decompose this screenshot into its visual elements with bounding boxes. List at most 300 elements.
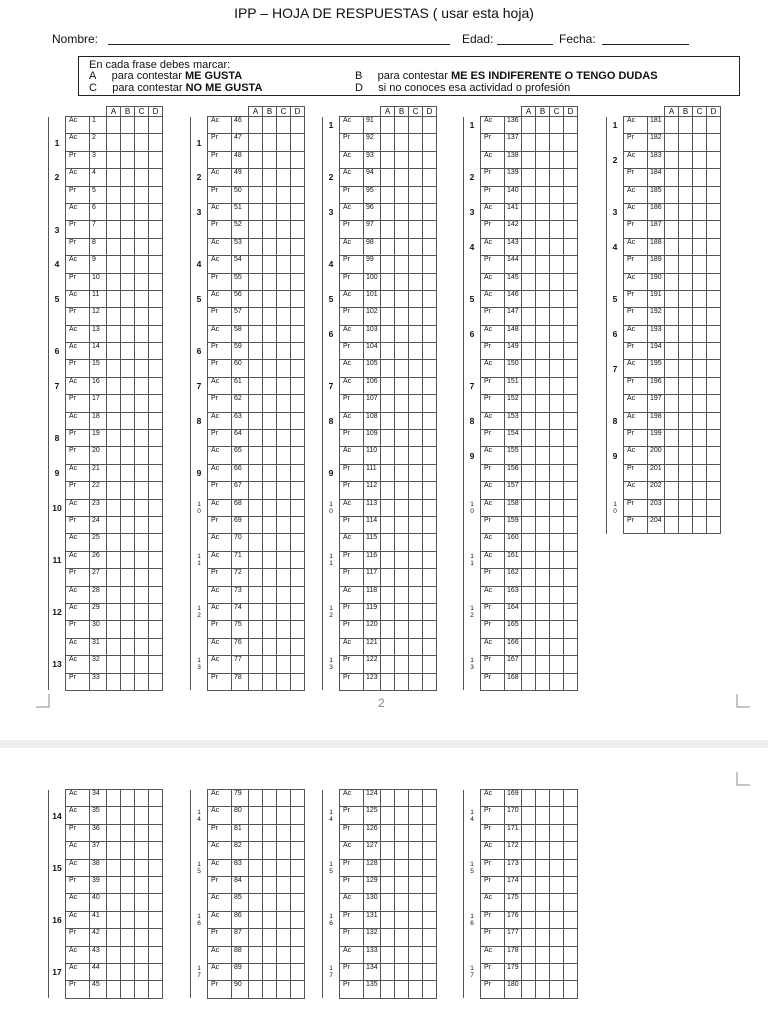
- answer-cell-a[interactable]: [249, 360, 263, 377]
- answer-cell-c[interactable]: [693, 186, 707, 203]
- answer-cell-c[interactable]: [409, 603, 423, 620]
- answer-cell-c[interactable]: [693, 151, 707, 168]
- answer-cell-a[interactable]: [381, 790, 395, 807]
- answer-cell-b[interactable]: [263, 360, 277, 377]
- answer-cell-c[interactable]: [550, 551, 564, 568]
- answer-cell-b[interactable]: [263, 551, 277, 568]
- answer-cell-d[interactable]: [291, 499, 305, 516]
- answer-cell-a[interactable]: [665, 516, 679, 533]
- answer-cell-a[interactable]: [522, 464, 536, 481]
- answer-cell-b[interactable]: [395, 963, 409, 980]
- answer-cell-b[interactable]: [263, 151, 277, 168]
- answer-cell-a[interactable]: [665, 134, 679, 151]
- answer-cell-c[interactable]: [135, 807, 149, 824]
- answer-cell-a[interactable]: [381, 981, 395, 998]
- answer-cell-b[interactable]: [121, 929, 135, 946]
- answer-cell-c[interactable]: [409, 325, 423, 342]
- answer-cell-d[interactable]: [423, 586, 437, 603]
- answer-cell-b[interactable]: [121, 551, 135, 568]
- answer-cell-a[interactable]: [665, 430, 679, 447]
- answer-cell-b[interactable]: [263, 238, 277, 255]
- answer-cell-c[interactable]: [693, 325, 707, 342]
- answer-cell-a[interactable]: [249, 981, 263, 998]
- answer-cell-b[interactable]: [263, 117, 277, 134]
- answer-cell-c[interactable]: [693, 134, 707, 151]
- answer-cell-c[interactable]: [550, 238, 564, 255]
- answer-cell-b[interactable]: [395, 238, 409, 255]
- answer-cell-b[interactable]: [121, 824, 135, 841]
- answer-cell-c[interactable]: [277, 134, 291, 151]
- answer-cell-d[interactable]: [291, 807, 305, 824]
- answer-cell-a[interactable]: [381, 395, 395, 412]
- answer-cell-c[interactable]: [277, 586, 291, 603]
- answer-cell-a[interactable]: [249, 963, 263, 980]
- answer-cell-b[interactable]: [263, 290, 277, 307]
- answer-cell-b[interactable]: [536, 824, 550, 841]
- answer-cell-a[interactable]: [522, 377, 536, 394]
- answer-cell-c[interactable]: [135, 325, 149, 342]
- answer-cell-d[interactable]: [423, 842, 437, 859]
- answer-cell-d[interactable]: [291, 203, 305, 220]
- answer-cell-b[interactable]: [679, 377, 693, 394]
- answer-cell-c[interactable]: [135, 464, 149, 481]
- answer-cell-c[interactable]: [550, 807, 564, 824]
- answer-cell-a[interactable]: [249, 876, 263, 893]
- answer-cell-b[interactable]: [121, 656, 135, 673]
- age-field[interactable]: [497, 44, 553, 45]
- answer-cell-d[interactable]: [707, 221, 721, 238]
- answer-cell-c[interactable]: [277, 859, 291, 876]
- answer-cell-b[interactable]: [395, 134, 409, 151]
- answer-cell-b[interactable]: [536, 963, 550, 980]
- answer-cell-b[interactable]: [536, 308, 550, 325]
- answer-cell-c[interactable]: [135, 963, 149, 980]
- answer-cell-a[interactable]: [107, 586, 121, 603]
- answer-cell-a[interactable]: [249, 534, 263, 551]
- answer-cell-a[interactable]: [665, 395, 679, 412]
- answer-cell-d[interactable]: [564, 911, 578, 928]
- answer-cell-d[interactable]: [291, 325, 305, 342]
- answer-cell-d[interactable]: [149, 151, 163, 168]
- answer-cell-b[interactable]: [679, 430, 693, 447]
- answer-cell-b[interactable]: [263, 412, 277, 429]
- answer-cell-b[interactable]: [536, 134, 550, 151]
- answer-cell-c[interactable]: [409, 859, 423, 876]
- answer-cell-c[interactable]: [277, 221, 291, 238]
- answer-cell-b[interactable]: [395, 586, 409, 603]
- answer-cell-d[interactable]: [564, 186, 578, 203]
- answer-cell-c[interactable]: [135, 516, 149, 533]
- answer-cell-a[interactable]: [107, 656, 121, 673]
- answer-cell-d[interactable]: [564, 621, 578, 638]
- answer-cell-b[interactable]: [395, 499, 409, 516]
- answer-cell-c[interactable]: [277, 673, 291, 690]
- answer-cell-b[interactable]: [263, 186, 277, 203]
- answer-cell-b[interactable]: [536, 290, 550, 307]
- answer-cell-a[interactable]: [107, 325, 121, 342]
- answer-cell-b[interactable]: [121, 343, 135, 360]
- answer-cell-d[interactable]: [291, 134, 305, 151]
- answer-cell-c[interactable]: [135, 117, 149, 134]
- answer-cell-d[interactable]: [423, 290, 437, 307]
- answer-cell-b[interactable]: [263, 824, 277, 841]
- answer-cell-c[interactable]: [550, 656, 564, 673]
- answer-cell-a[interactable]: [665, 169, 679, 186]
- answer-cell-d[interactable]: [423, 343, 437, 360]
- answer-cell-c[interactable]: [550, 256, 564, 273]
- answer-cell-d[interactable]: [291, 842, 305, 859]
- answer-cell-c[interactable]: [693, 447, 707, 464]
- answer-cell-b[interactable]: [536, 981, 550, 998]
- answer-cell-c[interactable]: [409, 499, 423, 516]
- answer-cell-a[interactable]: [107, 256, 121, 273]
- answer-cell-b[interactable]: [395, 569, 409, 586]
- answer-cell-d[interactable]: [149, 186, 163, 203]
- answer-cell-d[interactable]: [149, 673, 163, 690]
- answer-cell-b[interactable]: [679, 447, 693, 464]
- answer-cell-d[interactable]: [423, 447, 437, 464]
- answer-cell-a[interactable]: [381, 308, 395, 325]
- answer-cell-a[interactable]: [381, 673, 395, 690]
- answer-cell-b[interactable]: [121, 238, 135, 255]
- answer-cell-c[interactable]: [277, 621, 291, 638]
- answer-cell-b[interactable]: [121, 273, 135, 290]
- answer-cell-c[interactable]: [277, 238, 291, 255]
- answer-cell-a[interactable]: [381, 876, 395, 893]
- answer-cell-a[interactable]: [665, 360, 679, 377]
- answer-cell-d[interactable]: [149, 325, 163, 342]
- answer-cell-a[interactable]: [107, 790, 121, 807]
- answer-cell-d[interactable]: [423, 656, 437, 673]
- answer-cell-d[interactable]: [423, 238, 437, 255]
- answer-cell-b[interactable]: [121, 117, 135, 134]
- answer-cell-d[interactable]: [291, 981, 305, 998]
- answer-cell-a[interactable]: [381, 186, 395, 203]
- answer-cell-a[interactable]: [522, 621, 536, 638]
- answer-cell-c[interactable]: [409, 134, 423, 151]
- answer-cell-d[interactable]: [564, 203, 578, 220]
- answer-cell-b[interactable]: [395, 412, 409, 429]
- answer-cell-b[interactable]: [395, 360, 409, 377]
- answer-cell-b[interactable]: [679, 221, 693, 238]
- answer-cell-c[interactable]: [550, 499, 564, 516]
- answer-cell-c[interactable]: [135, 482, 149, 499]
- answer-cell-c[interactable]: [277, 412, 291, 429]
- answer-cell-c[interactable]: [409, 377, 423, 394]
- answer-cell-b[interactable]: [395, 447, 409, 464]
- answer-cell-d[interactable]: [423, 377, 437, 394]
- answer-cell-d[interactable]: [564, 308, 578, 325]
- answer-cell-b[interactable]: [536, 499, 550, 516]
- answer-cell-d[interactable]: [707, 134, 721, 151]
- answer-cell-c[interactable]: [277, 638, 291, 655]
- answer-cell-b[interactable]: [395, 929, 409, 946]
- answer-cell-d[interactable]: [707, 169, 721, 186]
- answer-cell-d[interactable]: [423, 946, 437, 963]
- answer-cell-a[interactable]: [107, 981, 121, 998]
- answer-cell-c[interactable]: [135, 824, 149, 841]
- answer-cell-d[interactable]: [707, 499, 721, 516]
- answer-cell-b[interactable]: [679, 412, 693, 429]
- answer-cell-a[interactable]: [107, 151, 121, 168]
- answer-cell-d[interactable]: [291, 360, 305, 377]
- answer-cell-c[interactable]: [693, 256, 707, 273]
- answer-cell-b[interactable]: [536, 673, 550, 690]
- answer-cell-c[interactable]: [409, 430, 423, 447]
- answer-cell-b[interactable]: [536, 859, 550, 876]
- answer-cell-b[interactable]: [536, 586, 550, 603]
- answer-cell-d[interactable]: [564, 673, 578, 690]
- answer-cell-a[interactable]: [381, 151, 395, 168]
- answer-cell-b[interactable]: [121, 308, 135, 325]
- answer-cell-c[interactable]: [409, 516, 423, 533]
- answer-cell-c[interactable]: [135, 430, 149, 447]
- answer-cell-c[interactable]: [135, 343, 149, 360]
- date-field[interactable]: [602, 44, 689, 45]
- answer-cell-a[interactable]: [107, 876, 121, 893]
- answer-cell-b[interactable]: [263, 343, 277, 360]
- answer-cell-a[interactable]: [249, 516, 263, 533]
- answer-cell-a[interactable]: [381, 842, 395, 859]
- answer-cell-d[interactable]: [564, 516, 578, 533]
- answer-cell-b[interactable]: [263, 430, 277, 447]
- answer-cell-b[interactable]: [395, 842, 409, 859]
- answer-cell-a[interactable]: [249, 894, 263, 911]
- answer-cell-d[interactable]: [564, 569, 578, 586]
- answer-cell-c[interactable]: [135, 842, 149, 859]
- answer-cell-b[interactable]: [121, 290, 135, 307]
- answer-cell-d[interactable]: [291, 638, 305, 655]
- answer-cell-c[interactable]: [409, 482, 423, 499]
- answer-cell-d[interactable]: [423, 859, 437, 876]
- answer-cell-c[interactable]: [409, 656, 423, 673]
- answer-cell-b[interactable]: [536, 876, 550, 893]
- answer-cell-d[interactable]: [291, 673, 305, 690]
- answer-cell-b[interactable]: [536, 464, 550, 481]
- answer-cell-c[interactable]: [409, 842, 423, 859]
- answer-cell-c[interactable]: [550, 638, 564, 655]
- answer-cell-c[interactable]: [550, 859, 564, 876]
- answer-cell-c[interactable]: [277, 807, 291, 824]
- answer-cell-b[interactable]: [395, 551, 409, 568]
- answer-cell-c[interactable]: [550, 203, 564, 220]
- answer-cell-b[interactable]: [536, 221, 550, 238]
- answer-cell-b[interactable]: [121, 842, 135, 859]
- answer-cell-d[interactable]: [564, 499, 578, 516]
- answer-cell-c[interactable]: [135, 203, 149, 220]
- answer-cell-a[interactable]: [522, 169, 536, 186]
- answer-cell-a[interactable]: [522, 534, 536, 551]
- answer-cell-b[interactable]: [121, 894, 135, 911]
- answer-cell-c[interactable]: [135, 911, 149, 928]
- answer-cell-b[interactable]: [263, 203, 277, 220]
- answer-cell-a[interactable]: [381, 273, 395, 290]
- answer-cell-a[interactable]: [107, 946, 121, 963]
- answer-cell-b[interactable]: [121, 638, 135, 655]
- answer-cell-c[interactable]: [409, 360, 423, 377]
- answer-cell-d[interactable]: [707, 360, 721, 377]
- answer-cell-a[interactable]: [249, 412, 263, 429]
- answer-cell-b[interactable]: [536, 807, 550, 824]
- answer-cell-d[interactable]: [423, 308, 437, 325]
- answer-cell-c[interactable]: [409, 894, 423, 911]
- answer-cell-a[interactable]: [381, 894, 395, 911]
- answer-cell-d[interactable]: [707, 482, 721, 499]
- answer-cell-b[interactable]: [263, 325, 277, 342]
- answer-cell-d[interactable]: [149, 946, 163, 963]
- answer-cell-a[interactable]: [107, 534, 121, 551]
- answer-cell-a[interactable]: [522, 807, 536, 824]
- answer-cell-c[interactable]: [409, 151, 423, 168]
- answer-cell-a[interactable]: [665, 464, 679, 481]
- answer-cell-d[interactable]: [291, 603, 305, 620]
- answer-cell-d[interactable]: [707, 117, 721, 134]
- answer-cell-a[interactable]: [107, 551, 121, 568]
- answer-cell-a[interactable]: [107, 621, 121, 638]
- answer-cell-d[interactable]: [423, 894, 437, 911]
- answer-cell-a[interactable]: [249, 603, 263, 620]
- answer-cell-c[interactable]: [135, 929, 149, 946]
- answer-cell-d[interactable]: [149, 569, 163, 586]
- answer-cell-b[interactable]: [536, 911, 550, 928]
- answer-cell-a[interactable]: [249, 169, 263, 186]
- answer-cell-b[interactable]: [121, 569, 135, 586]
- answer-cell-a[interactable]: [107, 308, 121, 325]
- answer-cell-d[interactable]: [291, 516, 305, 533]
- answer-cell-a[interactable]: [522, 603, 536, 620]
- answer-cell-b[interactable]: [395, 859, 409, 876]
- answer-cell-d[interactable]: [423, 256, 437, 273]
- answer-cell-d[interactable]: [291, 482, 305, 499]
- answer-cell-d[interactable]: [291, 859, 305, 876]
- answer-cell-c[interactable]: [409, 946, 423, 963]
- answer-cell-c[interactable]: [550, 516, 564, 533]
- answer-cell-c[interactable]: [409, 395, 423, 412]
- answer-cell-c[interactable]: [693, 203, 707, 220]
- answer-cell-d[interactable]: [423, 464, 437, 481]
- answer-cell-c[interactable]: [277, 464, 291, 481]
- answer-cell-b[interactable]: [395, 824, 409, 841]
- answer-cell-c[interactable]: [135, 638, 149, 655]
- answer-cell-d[interactable]: [564, 256, 578, 273]
- answer-cell-d[interactable]: [423, 134, 437, 151]
- answer-cell-b[interactable]: [679, 308, 693, 325]
- answer-cell-d[interactable]: [564, 464, 578, 481]
- answer-cell-b[interactable]: [121, 499, 135, 516]
- answer-cell-a[interactable]: [107, 221, 121, 238]
- answer-cell-d[interactable]: [149, 117, 163, 134]
- answer-cell-b[interactable]: [679, 516, 693, 533]
- answer-cell-b[interactable]: [679, 360, 693, 377]
- answer-cell-a[interactable]: [107, 134, 121, 151]
- answer-cell-d[interactable]: [149, 273, 163, 290]
- answer-cell-c[interactable]: [550, 981, 564, 998]
- answer-cell-a[interactable]: [381, 929, 395, 946]
- answer-cell-b[interactable]: [121, 169, 135, 186]
- answer-cell-b[interactable]: [263, 929, 277, 946]
- answer-cell-b[interactable]: [395, 290, 409, 307]
- answer-cell-b[interactable]: [263, 638, 277, 655]
- answer-cell-a[interactable]: [107, 569, 121, 586]
- answer-cell-c[interactable]: [409, 551, 423, 568]
- answer-cell-c[interactable]: [550, 464, 564, 481]
- answer-cell-c[interactable]: [409, 876, 423, 893]
- answer-cell-c[interactable]: [550, 876, 564, 893]
- answer-cell-d[interactable]: [149, 482, 163, 499]
- answer-cell-c[interactable]: [277, 360, 291, 377]
- answer-cell-c[interactable]: [277, 499, 291, 516]
- answer-cell-a[interactable]: [249, 238, 263, 255]
- answer-cell-c[interactable]: [550, 790, 564, 807]
- answer-cell-d[interactable]: [707, 516, 721, 533]
- answer-cell-a[interactable]: [107, 673, 121, 690]
- answer-cell-a[interactable]: [522, 876, 536, 893]
- answer-cell-b[interactable]: [395, 516, 409, 533]
- answer-cell-a[interactable]: [107, 238, 121, 255]
- answer-cell-b[interactable]: [121, 430, 135, 447]
- answer-cell-b[interactable]: [263, 134, 277, 151]
- answer-cell-d[interactable]: [291, 534, 305, 551]
- answer-cell-c[interactable]: [550, 603, 564, 620]
- answer-cell-d[interactable]: [423, 221, 437, 238]
- answer-cell-b[interactable]: [536, 238, 550, 255]
- answer-cell-d[interactable]: [291, 894, 305, 911]
- answer-cell-a[interactable]: [665, 221, 679, 238]
- answer-cell-b[interactable]: [121, 256, 135, 273]
- answer-cell-d[interactable]: [564, 551, 578, 568]
- answer-cell-b[interactable]: [121, 790, 135, 807]
- answer-cell-d[interactable]: [564, 412, 578, 429]
- answer-cell-a[interactable]: [381, 117, 395, 134]
- answer-cell-c[interactable]: [277, 169, 291, 186]
- answer-cell-c[interactable]: [550, 963, 564, 980]
- answer-cell-a[interactable]: [381, 551, 395, 568]
- answer-cell-a[interactable]: [107, 807, 121, 824]
- answer-cell-d[interactable]: [149, 621, 163, 638]
- answer-cell-d[interactable]: [423, 325, 437, 342]
- answer-cell-c[interactable]: [135, 395, 149, 412]
- answer-cell-b[interactable]: [395, 117, 409, 134]
- answer-cell-d[interactable]: [149, 807, 163, 824]
- answer-cell-b[interactable]: [121, 807, 135, 824]
- answer-cell-b[interactable]: [121, 447, 135, 464]
- answer-cell-d[interactable]: [149, 447, 163, 464]
- answer-cell-a[interactable]: [249, 221, 263, 238]
- answer-cell-b[interactable]: [121, 534, 135, 551]
- answer-cell-d[interactable]: [423, 621, 437, 638]
- answer-cell-a[interactable]: [249, 117, 263, 134]
- answer-cell-d[interactable]: [149, 586, 163, 603]
- answer-cell-a[interactable]: [522, 151, 536, 168]
- answer-cell-c[interactable]: [409, 308, 423, 325]
- answer-cell-d[interactable]: [423, 963, 437, 980]
- answer-cell-a[interactable]: [665, 238, 679, 255]
- answer-cell-c[interactable]: [409, 343, 423, 360]
- answer-cell-b[interactable]: [395, 377, 409, 394]
- answer-cell-d[interactable]: [149, 169, 163, 186]
- answer-cell-b[interactable]: [121, 186, 135, 203]
- answer-cell-b[interactable]: [536, 790, 550, 807]
- answer-cell-c[interactable]: [693, 499, 707, 516]
- answer-cell-a[interactable]: [249, 308, 263, 325]
- answer-cell-c[interactable]: [550, 929, 564, 946]
- answer-cell-d[interactable]: [707, 186, 721, 203]
- answer-cell-c[interactable]: [135, 603, 149, 620]
- answer-cell-a[interactable]: [665, 308, 679, 325]
- answer-cell-b[interactable]: [263, 807, 277, 824]
- answer-cell-b[interactable]: [395, 308, 409, 325]
- answer-cell-b[interactable]: [536, 186, 550, 203]
